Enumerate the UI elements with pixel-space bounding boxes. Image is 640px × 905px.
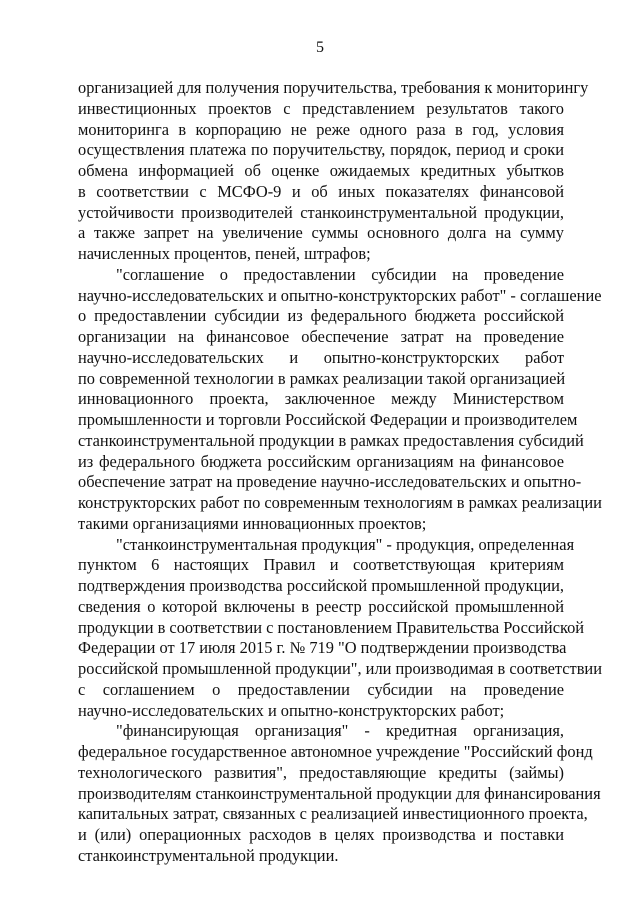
text-line: обмена информацией об оценке ожидаемых кредитных убытков	[78, 161, 564, 180]
text-line: Федерации от 17 июля 2015 г. № 719 "О подтверждении производства	[78, 638, 567, 658]
text-line: и (или) операционных расходов в целях производства и поставки	[78, 825, 564, 844]
text-line: начисленных процентов, пеней, штрафов;	[78, 244, 371, 263]
text-line: такими организациями инновационных проектов;	[78, 513, 427, 533]
text-line: технологического развития", предоставляющие кредиты (займы)	[78, 762, 564, 782]
text-line: "соглашение о предоставлении субсидии на проведение	[116, 264, 564, 284]
text-line: с соглашением о предоставлении субсидии на проведение	[78, 679, 564, 699]
text-line: мониторинга в корпорацию не реже одного раза в год, условия	[78, 119, 564, 139]
text-line: производителям станкоинструментальной продукции для финансирования	[78, 783, 601, 803]
text-line: инновационного проекта, заключенное между Министерством	[78, 389, 564, 409]
text-line: сведения о которой включены в реестр российской промышленной	[78, 596, 564, 616]
text-line: о предоставлении субсидии из федерального бюджета российской	[78, 306, 564, 326]
text-line: станкоинструментальной продукции в рамках предоставления субсидий	[78, 430, 584, 450]
text-line: продукции в соответствии с постановлением Правительства Российской	[78, 617, 585, 637]
document-body	[78, 78, 602, 867]
text-line: пунктом 6 настоящих Правил и соответствующая критериям	[78, 555, 564, 575]
text-line: обеспечение затрат на проведение научно-исследовательских и опытно-	[78, 472, 582, 492]
text-line: российской промышленной продукции", или производимая в соответствии	[78, 659, 602, 678]
text-line: капитальных затрат, связанных с реализацией инвестиционного проекта,	[78, 804, 588, 824]
text-line: в соответствии с МСФО-9 и об иных показателях финансовой	[78, 181, 564, 201]
page-number: 5	[316, 39, 324, 56]
text-line: научно-исследовательских и опытно-конструкторских работ" - соглашение	[78, 285, 602, 305]
text-line: "станкоинструментальная продукция" - продукция, определенная	[116, 534, 575, 554]
text-line: по современной технологии в рамках реализации такой организацией	[78, 368, 566, 388]
text-line: научно-исследовательских и опытно-конструкторских работ;	[78, 700, 505, 720]
text-line: организации на финансовое обеспечение затрат на проведение	[78, 327, 564, 346]
text-line: федеральное государственное автономное учреждение "Российский фонд	[78, 742, 593, 761]
text-line: осуществления платежа по поручительству, порядок, период и сроки	[78, 140, 564, 160]
text-line: а также запрет на увеличение суммы основного долга на сумму	[78, 223, 564, 243]
text-line: инвестиционных проектов с представлением результатов такого	[78, 98, 564, 118]
text-line: подтверждения производства российской промышленной продукции,	[78, 576, 564, 595]
text-line: "финансирующая организация" - кредитная организация,	[116, 721, 564, 741]
text-line: из федерального бюджета российским организациям на финансовое	[78, 451, 564, 471]
text-line: организацией для получения поручительства, требования к мониторингу	[78, 78, 589, 97]
text-line: конструкторских работ по современным технологиям в рамках реализации	[78, 493, 602, 512]
text-line: научно-исследовательских и опытно-конструкторских работ	[78, 347, 564, 367]
text-line: промышленности и торговли Российской Федерации и производителем	[78, 410, 578, 429]
text-line: устойчивости производителей станкоинструментальной продукции,	[78, 202, 564, 222]
text-line: станкоинструментальной продукции.	[78, 845, 339, 865]
